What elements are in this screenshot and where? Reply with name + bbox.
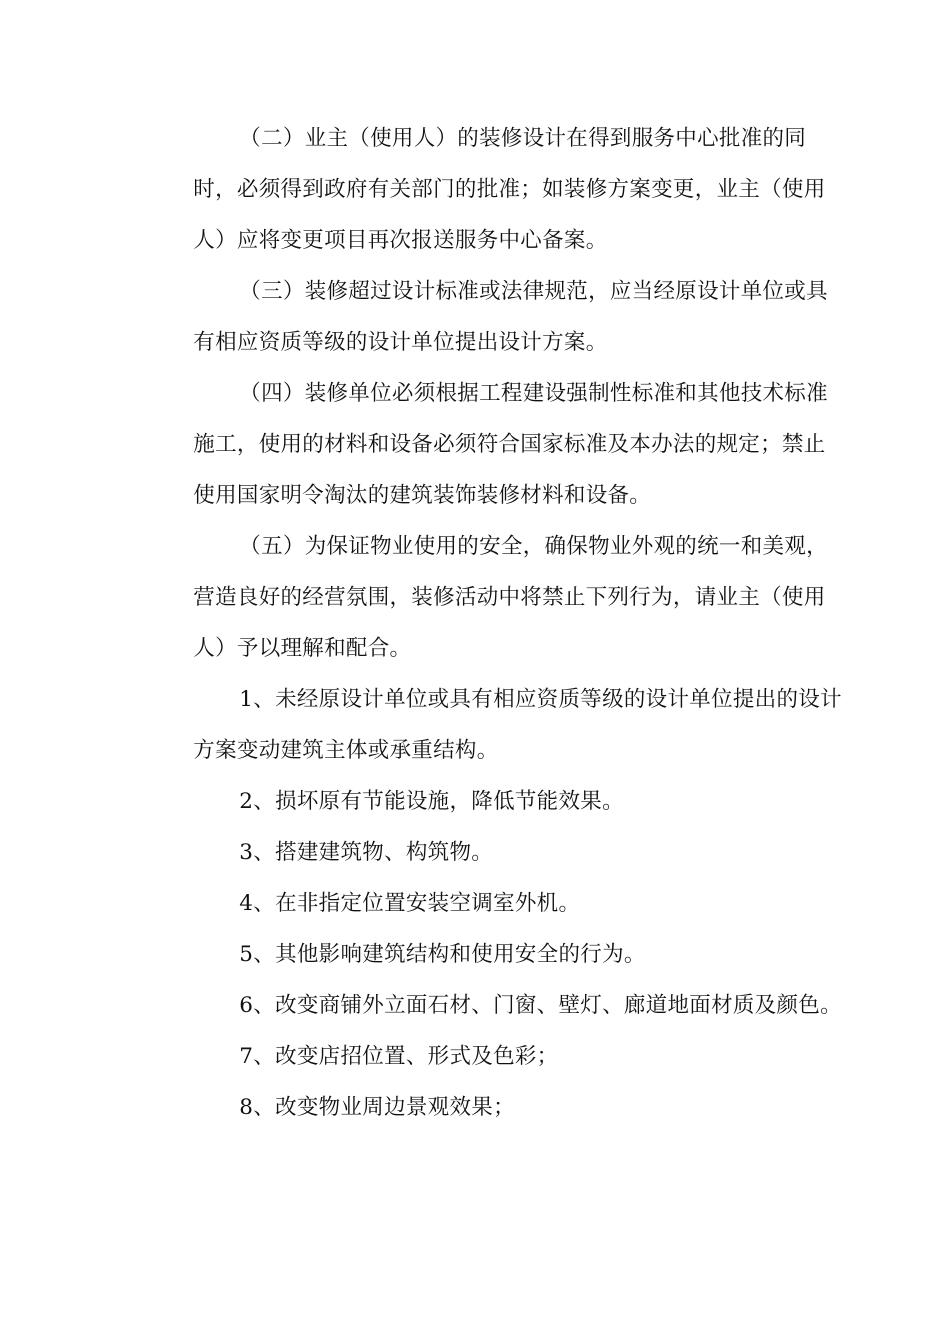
paragraph-line: （四）装修单位必须根据工程建设强制性标准和其他技术标准	[239, 381, 828, 406]
paragraph-line: 3、搭建建筑物、构筑物。	[239, 840, 494, 865]
paragraph-line: 2、损坏原有节能设施，降低节能效果。	[239, 789, 624, 814]
paragraph-line: 6、改变商铺外立面石材、门窗、壁灯、廊道地面材质及颜色。	[239, 993, 842, 1018]
paragraph-line: （二）业主（使用人）的装修设计在得到服务中心批准的同	[239, 126, 807, 151]
paragraph-line: 8、改变物业周边景观效果；	[239, 1095, 515, 1120]
paragraph-line: 有相应资质等级的设计单位提出设计方案。	[193, 330, 608, 355]
list-item-7	[146, 1031, 806, 1082]
paragraph-4	[146, 368, 828, 521]
paragraph-line: 营造良好的经营氛围，装修活动中将禁止下列行为，请业主（使用	[193, 585, 826, 610]
paragraph-line: 方案变动建筑主体或承重结构。	[193, 738, 499, 763]
list-item-2	[146, 776, 806, 827]
list-item-4	[146, 878, 806, 929]
paragraph-line: 施工，使用的材料和设备必须符合国家标准及本办法的规定；禁止	[193, 432, 826, 457]
paragraph-line: 5、其他影响建筑结构和使用安全的行为。	[239, 942, 646, 967]
paragraph-line: 时，必须得到政府有关部门的批准；如装修方案变更，业主（使用	[193, 177, 826, 202]
list-item-1	[146, 674, 842, 776]
paragraph-line: （三）装修超过设计标准或法律规范，应当经原设计单位或具	[239, 279, 828, 304]
paragraph-line: 7、改变店招位置、形式及色彩；	[239, 1044, 559, 1069]
list-item-3	[146, 827, 806, 878]
paragraph-2	[146, 113, 826, 266]
list-item-5	[146, 929, 806, 980]
paragraph-line: 4、在非指定位置安装空调室外机。	[239, 891, 581, 916]
paragraph-5	[146, 521, 828, 674]
document-body	[146, 113, 842, 1133]
paragraph-line: 1、未经原设计单位或具有相应资质等级的设计单位提出的设计	[239, 687, 842, 712]
list-item-8	[146, 1082, 806, 1133]
list-item-6	[146, 980, 842, 1031]
paragraph-line: （五）为保证物业使用的安全，确保物业外观的统一和美观，	[239, 534, 828, 559]
paragraph-line: 人）应将变更项目再次报送服务中心备案。	[193, 228, 608, 253]
paragraph-3	[146, 266, 828, 368]
paragraph-line: 人）予以理解和配合。	[193, 636, 412, 661]
paragraph-line: 使用国家明令淘汰的建筑装饰装修材料和设备。	[193, 483, 652, 508]
